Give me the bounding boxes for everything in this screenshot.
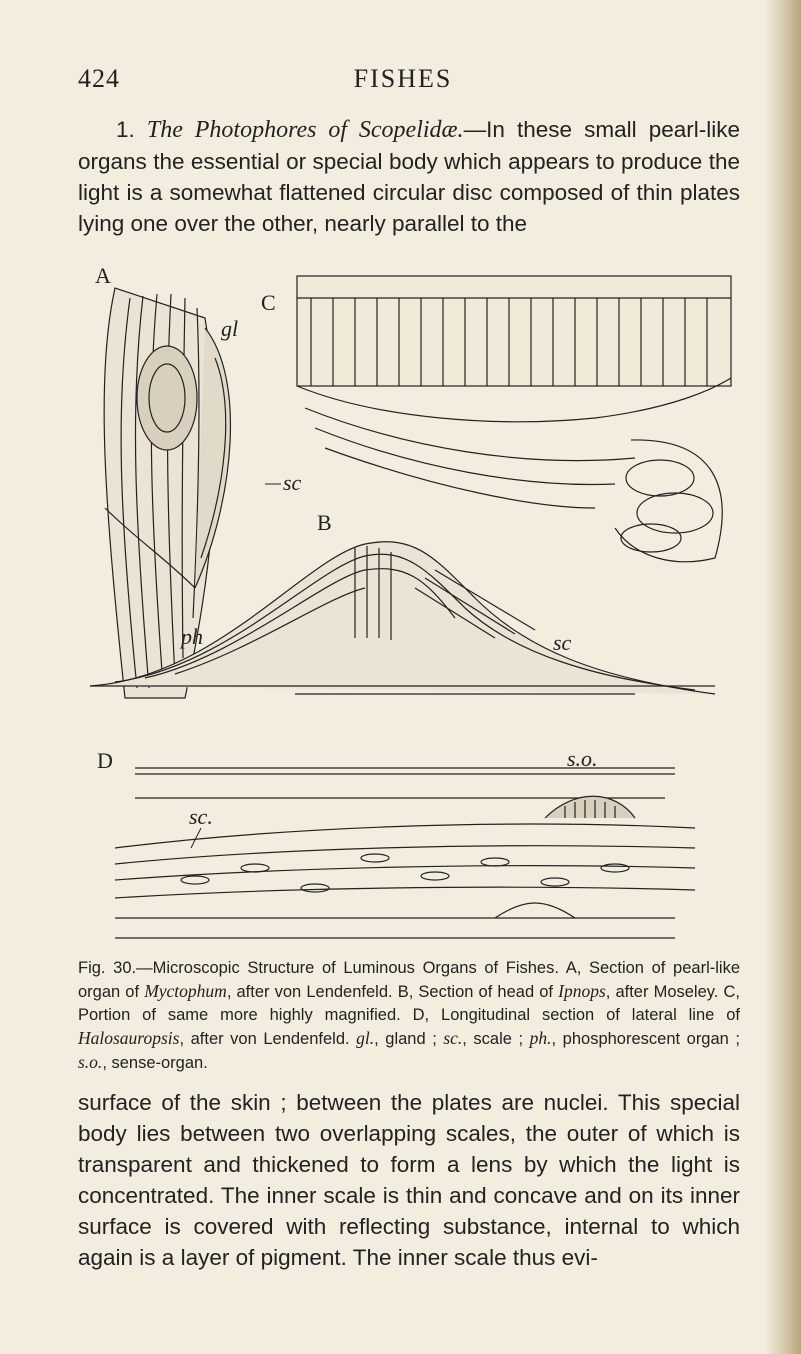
caption-text (78, 959, 740, 1072)
caption-italic-term: gl. (356, 1028, 375, 1048)
caption-segment: , after von Lendenfeld. (179, 1030, 357, 1048)
panel-a-drawing (104, 288, 230, 698)
paragraph-1-title: The Photophores of Scopelidæ. (146, 117, 464, 143)
label-c: C (261, 290, 276, 315)
caption-italic-term: ph. (529, 1028, 552, 1048)
caption-segment: , after Moseley. C, Portion of same more highly magnified. D, Longitudinal section of lateral line of (78, 983, 740, 1024)
paragraph-2 (78, 1087, 740, 1273)
figure-illustration (75, 258, 747, 948)
page-edge-shadow (767, 0, 801, 1354)
label-d: D (97, 748, 113, 773)
caption-segment: , gland ; (374, 1030, 444, 1048)
caption-segment: , scale ; (462, 1030, 530, 1048)
label-b: B (317, 510, 332, 535)
label-so: s.o. (567, 746, 598, 771)
figure-30 (75, 258, 747, 948)
caption-italic-term: sc. (443, 1028, 463, 1048)
caption-italic-term: s.o. (78, 1052, 103, 1072)
leader-sc-d (191, 828, 201, 848)
paragraph-1 (78, 114, 740, 239)
label-sc-b: sc (553, 630, 572, 655)
caption-segment: —Microscopic Structure of Luminous Organs of Fishes. A, Section of pearl-like organ of (78, 959, 740, 1001)
caption-segment: , after von Lendenfeld. B, Section of head of (226, 983, 559, 1001)
caption-italic-term: Halosauropsis (78, 1028, 180, 1048)
caption-italic-term: Myctophum (144, 981, 227, 1001)
caption-italic-term: Ipnops (558, 981, 606, 1001)
panel-c-drawing (297, 276, 731, 562)
label-ph: ph (181, 624, 203, 649)
caption-fig-number: Fig. 30. (78, 959, 137, 977)
label-sc-c: sc (283, 470, 302, 495)
paragraph-1-number: 1. (116, 117, 135, 142)
label-sc-d: sc. (189, 804, 213, 829)
caption-segment: , sense-organ. (102, 1054, 208, 1072)
paragraph-1-text: —In these small pearl-like organs the essential or special body which appears to produce the light is a somewhat flattened circular disc composed of thin plates lying one over the other, nearly parallel to the (78, 117, 740, 236)
panel-d-drawing (115, 768, 695, 938)
label-gl: gl (221, 316, 239, 341)
running-title: FISHES (353, 64, 453, 93)
paragraph-2-text: surface of the skin ; between the plates are nuclei. This special body lies between two overlapping scales, the outer of which is transparent and thickened to form a lens by which the light is concentrated. The inner scale is thin and concave and on its inner surface is covered with reflecting substance, internal to which again is a layer of pigment. The inner scale thus evi- (78, 1090, 740, 1270)
caption-segment: , phosphorescent organ ; (551, 1030, 740, 1048)
figure-caption (78, 957, 740, 1075)
label-a: A (95, 263, 111, 288)
page-number: 424 (78, 64, 120, 93)
